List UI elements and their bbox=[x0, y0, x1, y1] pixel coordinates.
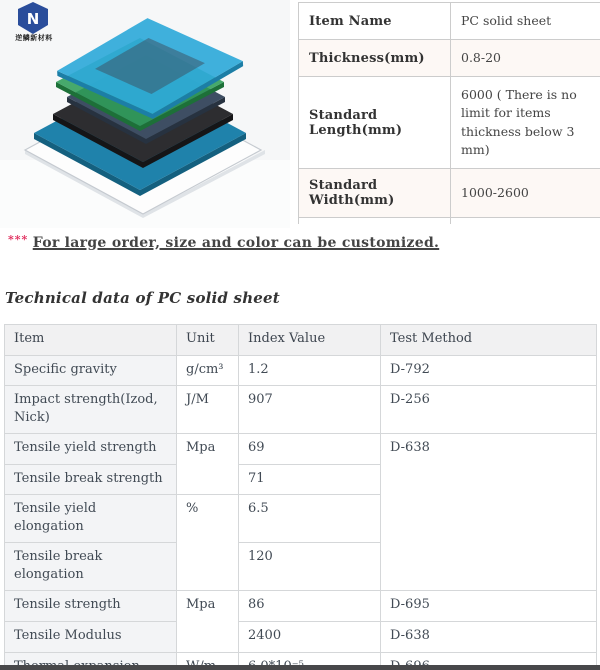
tech-method-cell: D-256 bbox=[381, 386, 597, 434]
customization-note bbox=[8, 233, 439, 251]
tech-method-cell: D-638 bbox=[381, 622, 597, 653]
tech-value-cell: 1.2 bbox=[239, 355, 381, 386]
spec-label-cell: Thickness(mm) bbox=[299, 40, 451, 77]
tech-item-cell: Tensile yield strength bbox=[5, 434, 177, 465]
tech-value-cell: 120 bbox=[239, 543, 381, 591]
spec-value-cell bbox=[451, 217, 600, 224]
tech-table bbox=[4, 324, 597, 670]
tech-unit-cell: % bbox=[177, 495, 239, 591]
logo-letter: N bbox=[26, 10, 40, 28]
spec-row bbox=[299, 77, 600, 169]
spec-row bbox=[299, 168, 600, 217]
table-row bbox=[5, 434, 597, 465]
note-asterisks: *** bbox=[8, 233, 29, 246]
tech-item-cell: Tensile strength bbox=[5, 591, 177, 622]
tech-header-test-method: Test Method bbox=[381, 325, 597, 356]
tech-method-cell: D-695 bbox=[381, 591, 597, 622]
section-title: Technical data of PC solid sheet bbox=[5, 289, 280, 307]
tech-header-unit: Unit bbox=[177, 325, 239, 356]
tech-item-cell: Tensile break elongation bbox=[5, 543, 177, 591]
note-text: For large order, size and color can be customized. bbox=[32, 235, 440, 251]
spec-value-cell: PC solid sheet bbox=[451, 3, 600, 40]
logo-shield-icon bbox=[18, 2, 48, 34]
spec-value-cell: 0.8-20 bbox=[451, 40, 600, 77]
table-row bbox=[5, 386, 597, 434]
table-row bbox=[5, 355, 597, 386]
spec-table bbox=[298, 2, 600, 224]
tech-item-cell: Impact strength(Izod, Nick) bbox=[5, 386, 177, 434]
spec-table-container bbox=[298, 2, 600, 224]
spec-row bbox=[299, 40, 600, 77]
product-image bbox=[0, 0, 290, 228]
tech-unit-cell: Mpa bbox=[177, 434, 239, 495]
spec-label-cell: Item Name bbox=[299, 3, 451, 40]
tech-unit-cell: J/M bbox=[177, 386, 239, 434]
tech-unit-cell: g/cm³ bbox=[177, 355, 239, 386]
tech-value-cell: 69 bbox=[239, 434, 381, 465]
spec-value-cell: 1000-2600 bbox=[451, 168, 600, 217]
table-row bbox=[5, 591, 597, 622]
table-row bbox=[5, 622, 597, 653]
spec-value-cell: 6000 ( There is no limit for items thickness below 3 mm) bbox=[451, 77, 600, 169]
tech-value-cell: 71 bbox=[239, 464, 381, 495]
spec-row bbox=[299, 217, 600, 224]
tech-value-cell: 2400 bbox=[239, 622, 381, 653]
tech-item-cell: Tensile yield elongation bbox=[5, 495, 177, 543]
tech-value-cell: 907 bbox=[239, 386, 381, 434]
tech-value-cell: 6.5 bbox=[239, 495, 381, 543]
tech-method-cell: D-638 bbox=[381, 434, 597, 591]
next-section-edge bbox=[0, 665, 600, 670]
tech-item-cell: Specific gravity bbox=[5, 355, 177, 386]
brand-name-cn: 逆鳞新材料 bbox=[15, 34, 53, 42]
spec-label-cell bbox=[299, 217, 451, 224]
tech-item-cell: Tensile break strength bbox=[5, 464, 177, 495]
tech-header-row bbox=[5, 325, 597, 356]
spec-label-cell: Standard Width(mm) bbox=[299, 168, 451, 217]
tech-header-item: Item bbox=[5, 325, 177, 356]
spec-row bbox=[299, 3, 600, 40]
tech-header-index-value: Index Value bbox=[239, 325, 381, 356]
tech-table-container bbox=[4, 324, 597, 670]
spec-label-cell: Standard Length(mm) bbox=[299, 77, 451, 169]
tech-value-cell: 86 bbox=[239, 591, 381, 622]
tech-method-cell: D-792 bbox=[381, 355, 597, 386]
tech-item-cell: Tensile Modulus bbox=[5, 622, 177, 653]
tech-unit-cell: Mpa bbox=[177, 591, 239, 652]
